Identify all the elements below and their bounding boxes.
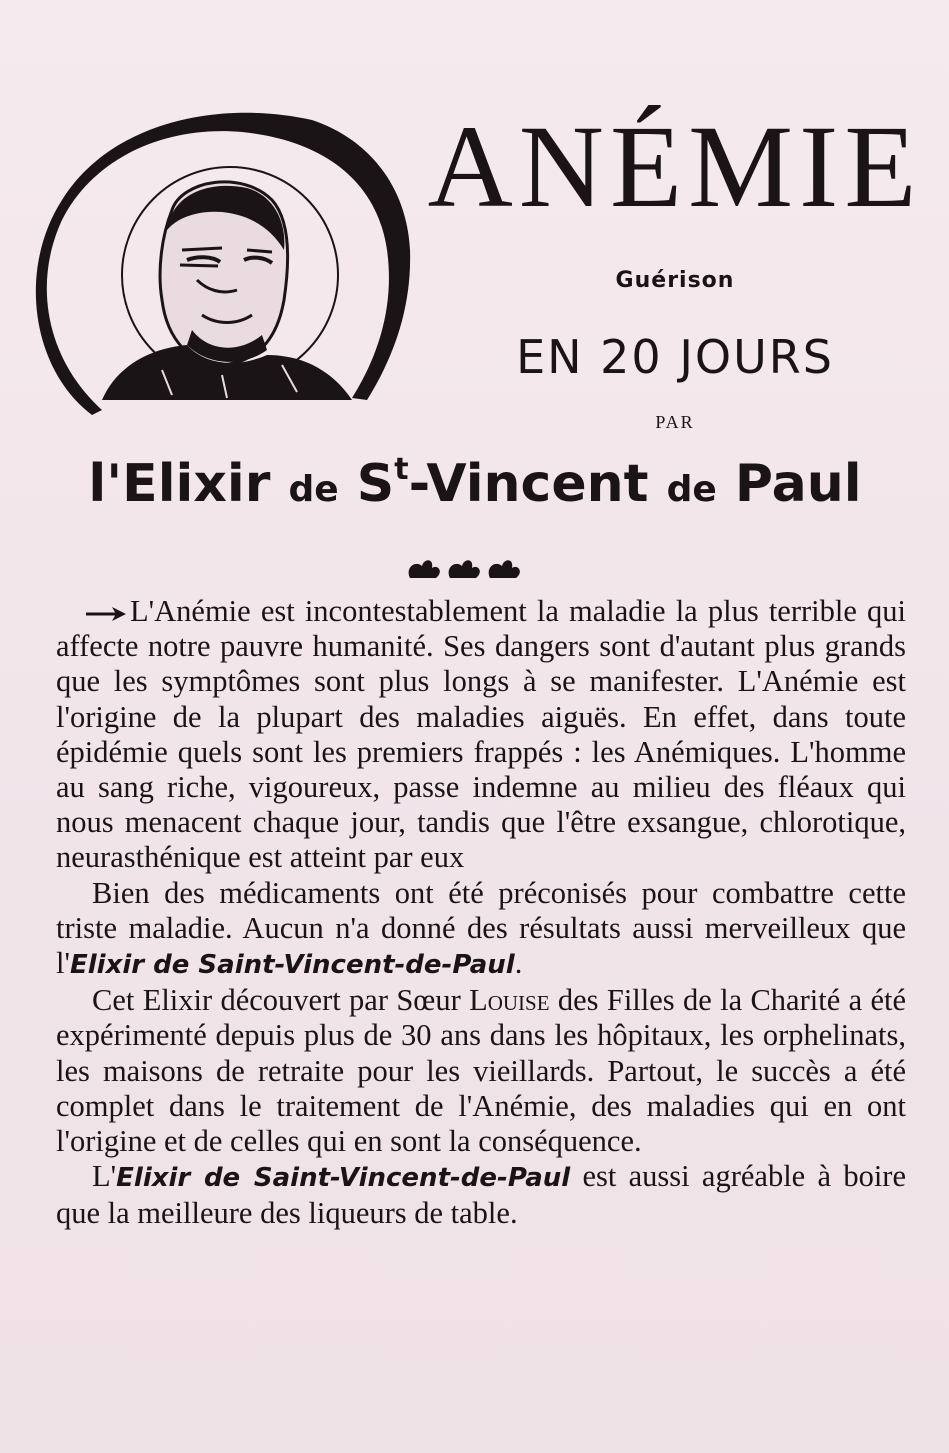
paragraph-text: des Filles de la Charité a été expérimenté depuis plus de 30 ans dans les hôpitaux, les orphelinats, les maisons de retraite pour les vieillards. Partout, le succès a été complet dans le traitement de l'Anémie, des maladies qui en ont l'origine et de celles qui en sont la conséquence. [56,983,906,1159]
product-name-part: de [288,469,339,510]
saint-portrait-icon [22,100,412,420]
page-title: ANÉMIE [427,101,923,232]
product-name-part: l'Elixir [88,454,271,514]
body-text [56,594,906,1232]
paragraph-text: Cet Elixir découvert par Sœur [92,983,470,1018]
product-mention: Elixir de Saint-Vincent-de-Paul [116,1163,571,1194]
paragraph-text: L'Anémie est incontestablement la maladie la plus terrible qui affecte notre pauvre humanité. Ses dangers sont d'autant plus grands que les symptômes sont plus longs à se manifester. L'Anémie est l'origine de la plupart des maladies aiguës. En effet, dans toute épidémie quels sont les premiers frappés : les Anémiques. L'homme au sang riche, vigoureux, passe indemne au milieu des fléaux qui nous menacent chaque jour, tandis que l'être exsangue, chlorotique, neurasthénique est atteint par eux [56,594,906,875]
person-name: Louise [469,983,550,1018]
product-name-part: -Vincent [408,454,649,514]
par-label: PAR [655,412,695,432]
fleuron-ornament-icon [400,548,520,588]
paragraph [56,594,906,876]
product-name-part: Paul [734,454,862,514]
paragraph [56,876,906,984]
paragraph-text: L' [92,1159,117,1194]
paragraph [56,1159,906,1231]
paragraph-text: . [514,946,523,981]
product-name-part: S [356,454,395,514]
product-name-sup: t [394,452,409,487]
paragraph-text: est aussi agréable à boire que la meilleure des liqueurs de table. [56,1159,906,1231]
duration-heading: EN 20 JOURS [516,330,834,384]
product-name [40,452,910,514]
subtitle: Guérison [615,268,735,293]
product-name-part: de [666,469,717,510]
arrow-icon [82,604,130,624]
paragraph-text: Bien des médicaments ont été préconisés pour combattre cette triste maladie. Aucun n'a donné des résultats aussi merveilleux que l' [56,875,906,981]
product-mention: Elixir de Saint-Vincent-de-Paul [69,950,515,981]
paragraph [56,983,906,1159]
